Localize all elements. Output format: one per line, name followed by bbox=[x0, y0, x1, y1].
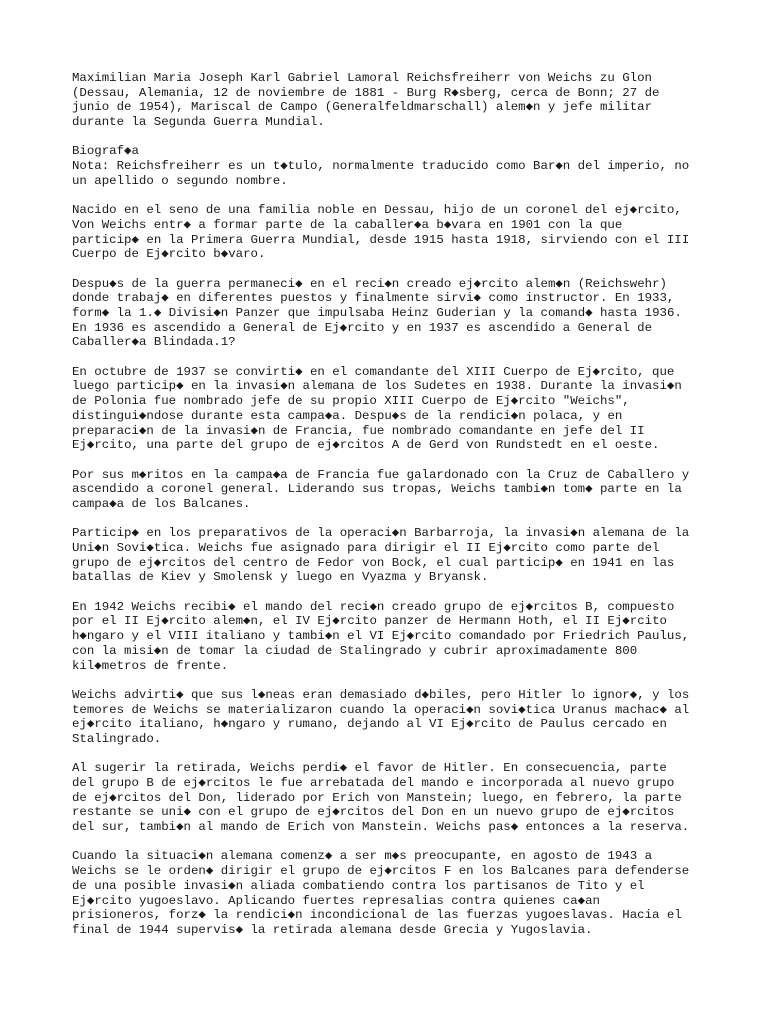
text-line: de ej◆rcitos del Don, liderado por Erich von Manstein; luego, en febrero, la parte bbox=[72, 790, 682, 805]
text-line: En 1936 es ascendido a General de Ej◆rcito y en 1937 es ascendido a General de bbox=[72, 320, 653, 335]
paragraph bbox=[72, 600, 712, 673]
text-line: Nacido en el seno de una familia noble en Dessau, hijo de un coronel del ej◆rcito, bbox=[72, 203, 682, 218]
text-line: donde trabaj◆ en diferentes puestos y finalmente sirvi◆ como instructor. En 1933, bbox=[72, 291, 675, 306]
text-line: Caballer◆a Blindada.1? bbox=[72, 335, 236, 350]
document-body bbox=[72, 71, 712, 952]
text-line: Weichs advirti◆ que sus l◆neas eran demasiado d◆biles, pero Hitler lo ignor◆, y los bbox=[72, 687, 690, 702]
paragraph bbox=[72, 526, 712, 585]
text-line: preparaci◆n de la invasi◆n de Francia, fue nombrado comandante en jefe del II bbox=[72, 423, 645, 438]
text-line: Ej◆rcito yugoeslavo. Aplicando fuertes represalias contra quienes ca◆an bbox=[72, 893, 600, 908]
text-line: Uni◆n Sovi◆tica. Weichs fue asignado para dirigir el II Ej◆rcito como parte del bbox=[72, 541, 660, 555]
paragraph bbox=[72, 71, 712, 130]
text-line: restante se uni◆ con el grupo de ej◆rcitos del Don en un nuevo grupo de ej◆rcitos bbox=[72, 805, 675, 820]
text-line: con la misi◆n de tomar la ciudad de Stalingrado y cubrir aproximadamente 800 bbox=[72, 643, 638, 658]
text-line: Von Weichs entr◆ a formar parte de la caballer◆a b◆vara en 1901 con la que bbox=[72, 217, 623, 232]
text-line: h◆ngaro y el VIII italiano y tambi◆n el VI Ej◆rcito comandado por Friedrich Paulus, bbox=[72, 629, 690, 644]
text-line: Stalingrado. bbox=[72, 731, 162, 746]
text-line: junio de 1954), Mariscal de Campo (Generalfeldmarschall) alem◆n y jefe militar bbox=[72, 100, 653, 115]
text-line: de Polonia fue nombrado jefe de su propio XIII Cuerpo de Ej◆rcito "Weichs", bbox=[72, 394, 630, 409]
text-line: del grupo B de ej◆rcitos le fue arrebatada del mando e incorporada al nuevo grupo bbox=[72, 776, 675, 790]
text-line: campa◆a de los Balcanes. bbox=[72, 496, 251, 511]
paragraph bbox=[72, 688, 712, 747]
text-line: Biograf◆a bbox=[72, 144, 139, 159]
text-line: final de 1944 supervis◆ la retirada alemana desde Grecia y Yugoslavia. bbox=[72, 922, 593, 937]
text-line: Al sugerir la retirada, Weichs perdi◆ el favor de Hitler. En consecuencia, parte bbox=[72, 761, 667, 776]
text-line: Ej◆rcito, una parte del grupo de ej◆rcitos A de Gerd von Rundstedt en el oeste. bbox=[72, 438, 660, 453]
text-line: Particip◆ en los preparativos de la operaci◆n Barbarroja, la invasi◆n alemana de la bbox=[72, 526, 690, 541]
text-line: En 1942 Weichs recibi◆ el mando del reci◆n creado grupo de ej◆rcitos B, compuesto bbox=[72, 599, 675, 614]
text-line: Por sus m◆ritos en la campa◆a de Francia fue galardonado con la Cruz de Caballero y bbox=[72, 467, 690, 482]
text-line: Despu◆s de la guerra permaneci◆ en el reci◆n creado ej◆rcito alem◆n (Reichswehr) bbox=[72, 276, 667, 291]
text-line: particip◆ en la Primera Guerra Mundial, desde 1915 hasta 1918, sirviendo con el III bbox=[72, 232, 690, 247]
text-line: grupo de ej◆rcitos del centro de Fedor von Bock, el cual particip◆ en 1941 en las bbox=[72, 555, 675, 570]
text-line: ascendido a coronel general. Liderando sus tropas, Weichs tambi◆n tom◆ parte en la bbox=[72, 482, 682, 497]
paragraph bbox=[72, 277, 712, 350]
paragraph bbox=[72, 849, 712, 937]
text-line: de una posible invasi◆n aliada combatiendo contra los partisanos de Tito y el bbox=[72, 878, 645, 893]
text-line: Weichs se le orden◆ dirigir el grupo de ej◆rcitos F en los Balcanes para defenderse bbox=[72, 864, 690, 879]
text-line: durante la Segunda Guerra Mundial. bbox=[72, 115, 325, 130]
text-line: temores de Weichs se materializaron cuando la operaci◆n sovi◆tica Uranus machac◆ al bbox=[72, 702, 690, 717]
text-line: prisioneros, forz◆ la rendici◆n incondicional de las fuerzas yugoeslavas. Hacia el bbox=[72, 908, 682, 923]
paragraph bbox=[72, 203, 712, 262]
text-line: por el II Ej◆rcito alem◆n, el IV Ej◆rcito panzer de Hermann Hoth, el II Ej◆rcito bbox=[72, 614, 667, 629]
text-line: Cuando la situaci◆n alemana comenz◆ a ser m◆s preocupante, en agosto de 1943 a bbox=[72, 849, 653, 864]
text-line: form◆ la 1.◆ Divisi◆n Panzer que impulsaba Heinz Guderian y la comand◆ hasta 1936. bbox=[72, 306, 682, 320]
text-line: batallas de Kiev y Smolensk y luego en Vyazma y Bryansk. bbox=[72, 570, 489, 585]
text-line: kil◆metros de frente. bbox=[72, 658, 229, 673]
text-line: (Dessau, Alemania, 12 de noviembre de 1881 - Burg R◆sberg, cerca de Bonn; 27 de bbox=[72, 85, 660, 100]
text-line: distingui◆ndose durante esta campa◆a. Despu◆s de la rendici◆n polaca, y en bbox=[72, 408, 623, 423]
text-line: En octubre de 1937 se convirti◆ en el comandante del XIII Cuerpo de Ej◆rcito, que bbox=[72, 364, 675, 379]
text-line: luego particip◆ en la invasi◆n alemana de los Sudetes en 1938. Durante la invasi◆n bbox=[72, 379, 682, 394]
text-line: Nota: Reichsfreiherr es un t◆tulo, normalmente traducido como Bar◆n del imperio, no bbox=[72, 159, 690, 174]
paragraph bbox=[72, 468, 712, 512]
text-line: Cuerpo de Ej◆rcito b◆varo. bbox=[72, 247, 266, 262]
text-line: del sur, tambi◆n al mando de Erich von Manstein. Weichs pas◆ entonces a la reserva. bbox=[72, 820, 690, 835]
text-line: un apellido o segundo nombre. bbox=[72, 173, 288, 188]
paragraph bbox=[72, 144, 712, 188]
paragraph bbox=[72, 761, 712, 834]
text-line: ej◆rcito italiano, h◆ngaro y rumano, dejando al VI Ej◆rcito de Paulus cercado en bbox=[72, 717, 667, 732]
paragraph bbox=[72, 365, 712, 453]
text-line: Maximilian Maria Joseph Karl Gabriel Lamoral Reichsfreiherr von Weichs zu Glon bbox=[72, 71, 652, 85]
